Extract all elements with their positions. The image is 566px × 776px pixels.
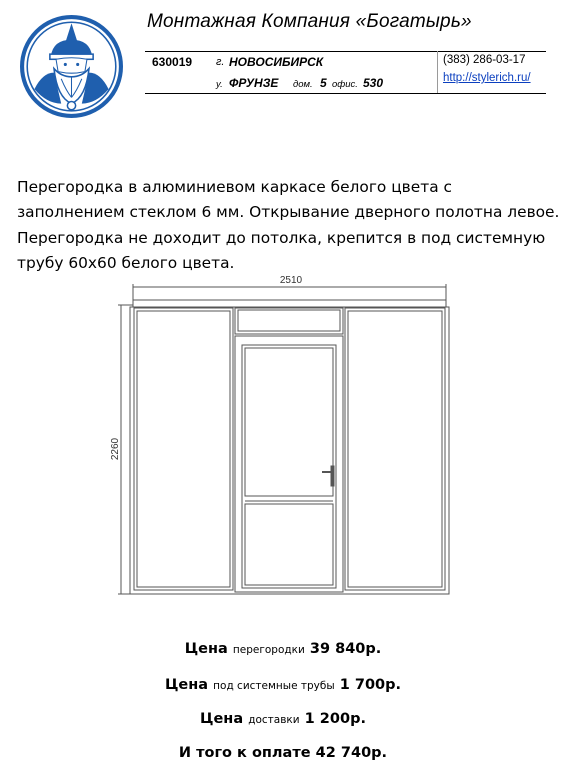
description-line: Перегородка в алюминиевом каркасе белого цвета с (17, 178, 452, 196)
price-label: Цена (200, 711, 244, 727)
price-detail: под системные трубы (213, 680, 335, 692)
right-glass-panel-inner (348, 311, 442, 587)
door-upper-glass (245, 348, 333, 496)
office: 530 (363, 76, 384, 90)
price-amount: 1 700р. (339, 677, 402, 693)
total-label: И того к оплате (178, 745, 311, 761)
company-name: Монтажная Компания «Богатырь» (147, 11, 472, 32)
door-handle (331, 466, 334, 486)
price-line-partition (0, 638, 566, 657)
total-amount: 42 740р. (315, 745, 388, 761)
street-prefix: у. (216, 79, 223, 90)
website-link[interactable]: http://stylerich.ru/ (443, 72, 531, 84)
price-line-pipes (0, 674, 566, 693)
city: НОВОСИБИРСК (229, 55, 324, 69)
price-label: Цена (164, 677, 209, 693)
height-dimension-label: 2260 (110, 437, 121, 461)
door-lower-glass (245, 504, 333, 585)
house-prefix: дом. (293, 79, 313, 90)
city-prefix: г. (216, 56, 225, 68)
price-amount: 39 840р. (309, 641, 382, 657)
width-dimension-label: 2510 (279, 275, 303, 286)
office-prefix: офис. (332, 79, 358, 90)
door-leaf (242, 345, 336, 588)
description-line: заполнением стеклом 6 мм. Открывание дверного полотна левое. (17, 203, 560, 222)
right-glass-panel (345, 308, 445, 590)
street: ФРУНЗЕ (229, 76, 279, 90)
price-amount: 1 200р. (304, 711, 366, 727)
description-line: Перегородка не доходит до потолка, крепится в под системную (17, 228, 546, 247)
price-label: Цена (184, 641, 228, 657)
left-glass-panel-inner (137, 311, 230, 587)
top-system-pipe (133, 300, 446, 307)
outer-frame (130, 307, 449, 594)
door-frame (235, 336, 343, 592)
price-detail: перегородки (232, 644, 305, 656)
postcode: 630019 (152, 55, 193, 69)
house: 5 (320, 76, 327, 90)
transom-panel-inner (238, 310, 340, 331)
price-line-total (0, 742, 566, 761)
price-line-delivery (0, 708, 566, 727)
transom-panel (235, 308, 343, 334)
price-detail: доставки (248, 714, 300, 726)
phone: (383) 286-03-17 (443, 54, 526, 66)
left-glass-panel (134, 308, 233, 590)
description-line: трубу 60х60 белого цвета. (17, 254, 235, 273)
